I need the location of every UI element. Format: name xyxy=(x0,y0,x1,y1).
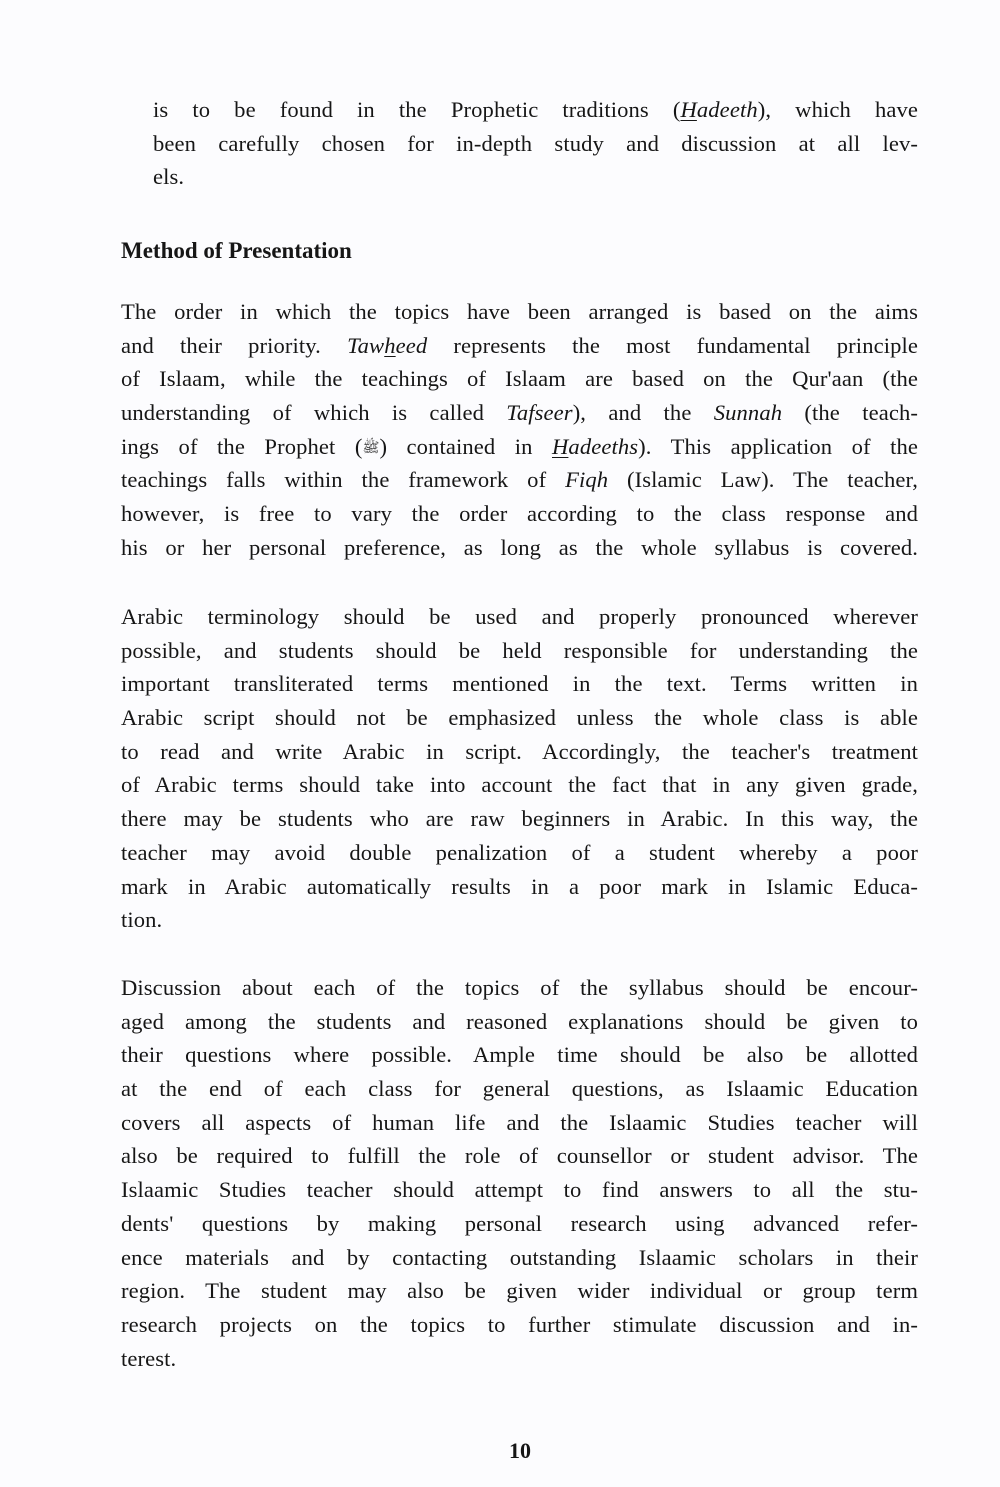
text-line: been carefully chosen for in-depth study and discussion at all lev- xyxy=(153,130,918,156)
text-line: teachings falls within the framework of Fiqh (Islamic Law). The teacher, xyxy=(121,467,918,493)
text-line: terest. xyxy=(121,1345,177,1371)
text-line: Discussion about each of the topics of the syllabus should be encour- xyxy=(121,975,918,1000)
text-line: region. The student may also be given wider individual or group term xyxy=(121,1278,918,1304)
pbuh-symbol: ﷺ xyxy=(362,440,380,456)
text-line: also be required to fulfill the role of counsellor or student advisor. The xyxy=(121,1143,918,1169)
italic-term: Hadeeth xyxy=(680,97,758,122)
text-line: at the end of each class for general questions, as Islaamic Education xyxy=(121,1076,918,1102)
text-line: of Arabic terms should take into account the fact that in any given grade, xyxy=(121,772,918,798)
text-line: ings of the Prophet (ﷺ) contained in Hadeeths). This application of the xyxy=(121,430,918,464)
text-line: there may be students who are raw beginners in Arabic. In this way, the xyxy=(121,806,918,832)
text-line: research projects on the topics to further stimulate discussion and in- xyxy=(121,1311,918,1337)
paragraph-discussion xyxy=(121,971,918,1375)
paragraph-order-of-topics xyxy=(121,295,918,565)
text-line: Islaamic Studies teacher should attempt to find answers to all the stu- xyxy=(121,1177,918,1203)
text-line: els. xyxy=(153,164,185,190)
text-line: Arabic terminology should be used and properly pronounced wherever xyxy=(121,604,918,629)
italic-term: Fiqh xyxy=(565,467,609,493)
paragraph-arabic-terminology xyxy=(121,600,918,937)
text-line: to read and write Arabic in script. Accordingly, the teacher's treatment xyxy=(121,738,918,764)
text-line: and their priority. Tawheed represents the most fundamental principle xyxy=(121,332,918,358)
italic-term: Tawheed xyxy=(347,332,428,358)
text-line: tion. xyxy=(121,907,163,933)
text-line: mark in Arabic automatically results in a poor mark in Islamic Educa- xyxy=(121,873,918,899)
text-line: important transliterated terms mentioned in the text. Terms written in xyxy=(121,671,918,697)
italic-term: Tafseer xyxy=(506,400,573,426)
text-line: teacher may avoid double penalization of a student whereby a poor xyxy=(121,839,918,865)
text-line: is to be found in the Prophetic traditions (Hadeeth), which have xyxy=(153,97,918,122)
text-line: however, is free to vary the order according to the class response and xyxy=(121,501,918,527)
text-line: ence materials and by contacting outstanding Islaamic scholars in their xyxy=(121,1244,918,1270)
text-line: their questions where possible. Ample time should be also be allotted xyxy=(121,1042,918,1068)
text-line: covers all aspects of human life and the Islaamic Studies teacher will xyxy=(121,1109,918,1135)
text-line: dents' questions by making personal research using advanced refer- xyxy=(121,1210,918,1236)
text-line: understanding of which is called Tafseer), and the Sunnah (the teach- xyxy=(121,400,918,426)
text-line: possible, and students should be held responsible for understanding the xyxy=(121,637,918,663)
text-line: of Islaam, while the teachings of Islaam are based on the Qur'aan (the xyxy=(121,366,918,392)
text-line: his or her personal preference, as long as the whole syllabus is covered. xyxy=(121,534,918,560)
italic-term: Hadeeths xyxy=(552,433,639,459)
page-number: 10 xyxy=(509,1438,531,1463)
italic-term: Sunnah xyxy=(713,400,783,426)
text-line: Arabic script should not be emphasized unless the whole class is able xyxy=(121,705,918,731)
section-heading: Method of Presentation xyxy=(121,238,352,263)
intro-paragraph xyxy=(153,93,918,194)
text-line: The order in which the topics have been arranged is based on the aims xyxy=(121,299,918,324)
text-line: aged among the students and reasoned explanations should be given to xyxy=(121,1008,918,1034)
